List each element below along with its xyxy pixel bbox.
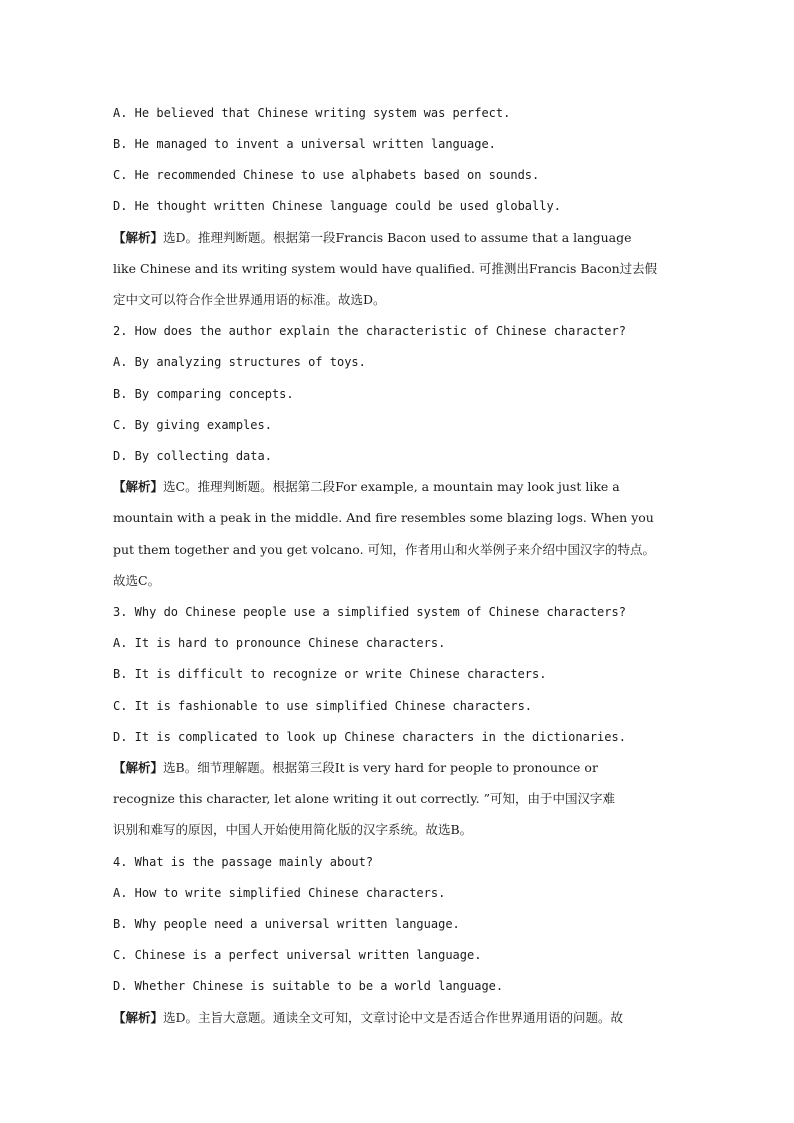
analysis-line: like Chinese and its writing system would have qualified. 可推测出Francis Bacon过去假: [113, 261, 658, 276]
option-c: C. He recommended Chinese to use alphabets based on sounds.: [113, 168, 540, 182]
question-3: 3. Why do Chinese people use a simplified system of Chinese characters?: [113, 605, 626, 619]
option-d: D. He thought written Chinese language could be used globally.: [113, 199, 561, 213]
analysis-line: [113, 230, 681, 246]
analysis-line: [113, 760, 681, 776]
analysis-line: put them together and you get volcano. 可知，作者用山和火举例子来介绍中国汉字的特点。: [113, 542, 656, 557]
option-b: B. By comparing concepts.: [113, 387, 294, 401]
option-d: D. By collecting data.: [113, 449, 272, 463]
option-c: C. By giving examples.: [113, 418, 272, 432]
analysis-tag: 【解析】: [113, 760, 164, 775]
option-a: A. He believed that Chinese writing system was perfect.: [113, 106, 511, 120]
analysis-line: 定中文可以符合作全世界通用语的标准。故选D。: [113, 292, 386, 307]
analysis-line: 故选C。: [113, 573, 161, 588]
option-c: C. Chinese is a perfect universal written language.: [113, 948, 482, 962]
analysis-line: [113, 479, 681, 495]
option-c: C. It is fashionable to use simplified Chinese characters.: [113, 699, 533, 713]
option-a: A. How to write simplified Chinese characters.: [113, 886, 446, 900]
question-4: 4. What is the passage mainly about?: [113, 855, 374, 869]
analysis-tag: 【解析】: [113, 1010, 164, 1025]
option-a: A. It is hard to pronounce Chinese characters.: [113, 636, 446, 650]
analysis-text: 选B。细节理解题。根据第三段It is very hard for people to pronounce or: [163, 760, 598, 775]
question-2: 2. How does the author explain the characteristic of Chinese character?: [113, 324, 626, 338]
analysis-text: 选D。推理判断题。根据第一段Francis Bacon used to assume that a language: [163, 230, 632, 245]
option-b: B. It is difficult to recognize or write Chinese characters.: [113, 667, 547, 681]
analysis-text: 选D。主旨大意题。通读全文可知，文章讨论中文是否适合作世界通用语的问题。故: [163, 1010, 624, 1025]
option-b: B. He managed to invent a universal written language.: [113, 137, 496, 151]
analysis-line: [113, 1010, 681, 1026]
option-a: A. By analyzing structures of toys.: [113, 355, 366, 369]
analysis-tag: 【解析】: [113, 230, 164, 245]
analysis-tag: 【解析】: [113, 479, 164, 494]
analysis-line: mountain with a peak in the middle. And fire resembles some blazing logs. When you: [113, 510, 654, 525]
option-b: B. Why people need a universal written language.: [113, 917, 460, 931]
option-d: D. It is complicated to look up Chinese characters in the dictionaries.: [113, 730, 626, 744]
analysis-line: 识别和难写的原因，中国人开始使用简化版的汉字系统。故选B。: [113, 822, 473, 837]
analysis-text: 选C。推理判断题。根据第二段For example, a mountain may look just like a: [163, 479, 620, 494]
analysis-line: recognize this character, let alone writing it out correctly. ”可知，由于中国汉字难: [113, 791, 615, 806]
option-d: D. Whether Chinese is suitable to be a world language.: [113, 979, 504, 993]
